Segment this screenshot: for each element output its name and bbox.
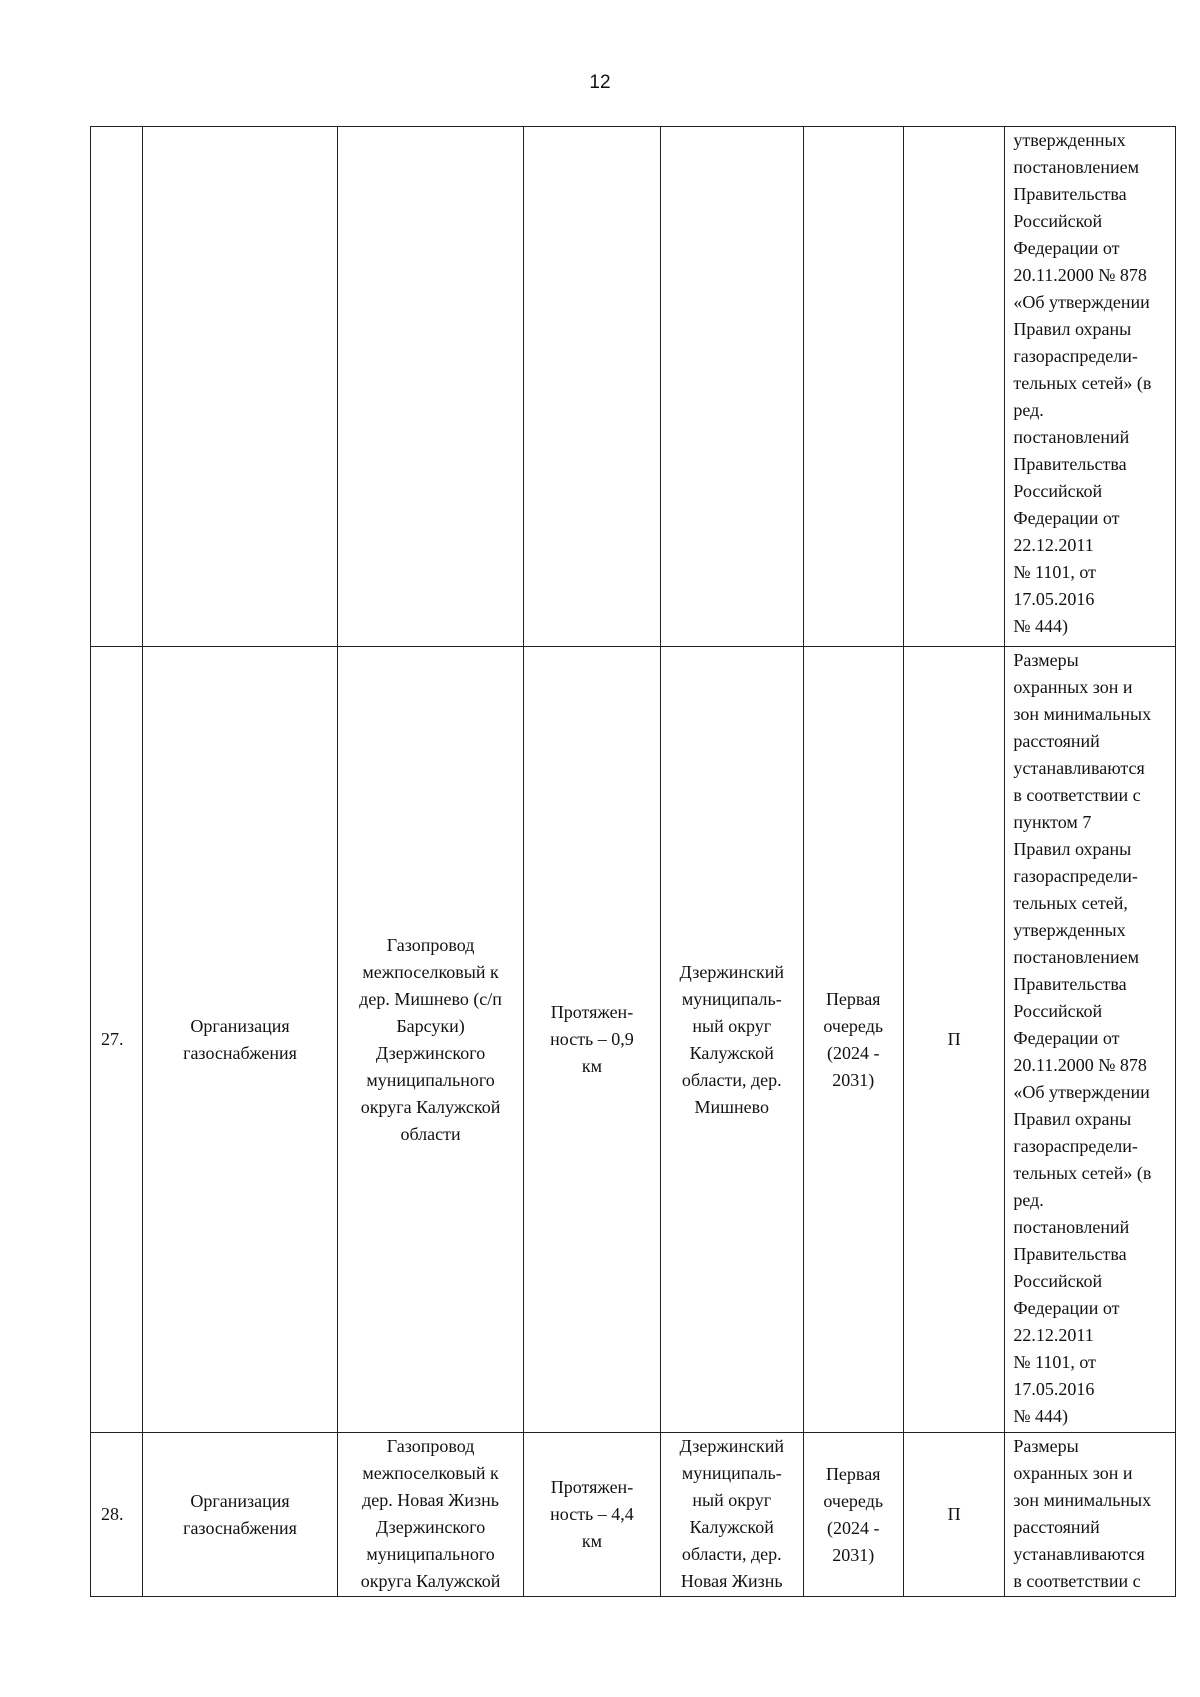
object-status (903, 127, 1004, 647)
object-name: Газопровод межпоселковый к дер. Новая Жизнь Дзержинского муниципального округа Калужской (338, 1433, 524, 1597)
object-type: Организация газоснабжения (142, 647, 337, 1433)
object-type (142, 127, 337, 647)
object-characteristics: Протяжен- ность – 0,9 км (523, 647, 660, 1433)
object-status: П (903, 647, 1004, 1433)
object-characteristics: Протяжен- ность – 4,4 км (523, 1433, 660, 1597)
row-number: 28. (91, 1433, 143, 1597)
object-notes: Размеры охранных зон и зон минимальных расстояний устанавливаются в соответствии с пунктом 7 Правил охраны газораспредели- тельных сетей, утвержденных постановлением Правительства Российской Федерации от 20.11.2000 № 878 «Об утверждении Правил охраны газораспредели- тельных сетей» (в ред. постановлений Правительства Российской Федерации от 22.12.2011 № 1101, от 17.05.2016 № 444) (1005, 647, 1176, 1433)
object-stage: Первая очередь (2024 - 2031) (803, 647, 903, 1433)
object-stage: Первая очередь (2024 - 2031) (803, 1433, 903, 1597)
page-number: 12 (589, 72, 611, 93)
object-stage (803, 127, 903, 647)
table-row (91, 1433, 1176, 1597)
object-notes: утвержденных постановлением Правительства Российской Федерации от 20.11.2000 № 878 «Об утверждении Правил охраны газораспредели- тельных сетей» (в ред. постановлений Правительства Российской Федерации от 22.12.2011 № 1101, от 17.05.2016 № 444) (1005, 127, 1176, 647)
object-notes: Размеры охранных зон и зон минимальных расстояний устанавливаются в соответствии с (1005, 1433, 1176, 1597)
table-row (91, 647, 1176, 1433)
objects-table (90, 126, 1176, 1597)
object-type: Организация газоснабжения (142, 1433, 337, 1597)
object-location: Дзержинский муниципаль- ный округ Калужской области, дер. Мишнево (661, 647, 804, 1433)
object-characteristics (523, 127, 660, 647)
object-name: Газопровод межпоселковый к дер. Мишнево (с/п Барсуки) Дзержинского муниципального округа Калужской области (338, 647, 524, 1433)
row-number (91, 127, 143, 647)
object-location: Дзержинский муниципаль- ный округ Калужской области, дер. Новая Жизнь (661, 1433, 804, 1597)
object-status: П (903, 1433, 1004, 1597)
row-number: 27. (91, 647, 143, 1433)
table-row (91, 127, 1176, 647)
object-location (661, 127, 804, 647)
object-name (338, 127, 524, 647)
